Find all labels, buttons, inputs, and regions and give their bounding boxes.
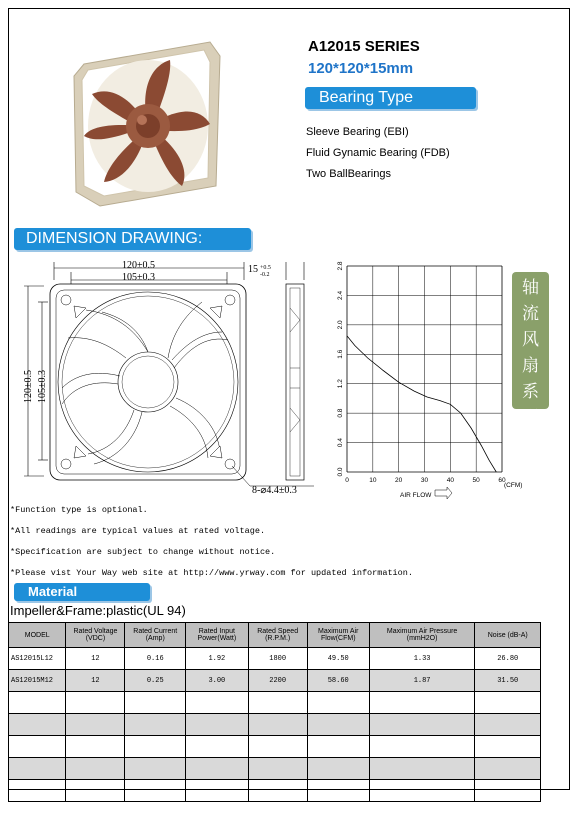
- chart-x-ticks: [345, 477, 506, 484]
- col-airflow: Maximum Air Flow(CFM): [307, 623, 369, 648]
- dimension-drawing-heading: DIMENSION DRAWING:: [14, 228, 251, 250]
- width-outer-label: 120±0.5: [122, 260, 155, 271]
- table-cell: 26.80: [475, 648, 541, 670]
- chart-x-tick-label: 30: [420, 477, 429, 484]
- col-power: Rated Input Power(Watt): [186, 623, 248, 648]
- performance-chart: [330, 258, 523, 500]
- hole-label: 8-⌀4.4±0.3: [252, 485, 297, 496]
- material-text: Impeller&Frame:plastic(UL 94): [10, 603, 186, 618]
- col-voltage: Rated Voltage (VDC): [66, 623, 125, 648]
- fan-photo: [70, 36, 222, 208]
- chart-series-line: [347, 336, 496, 472]
- series-chinese-label: [512, 272, 549, 428]
- table-cell: 49.50: [307, 648, 369, 670]
- table-row-empty: [9, 780, 541, 802]
- chart-y-tick-label: 2.4: [337, 290, 344, 300]
- table-cell: AS12015L12: [9, 648, 66, 670]
- spec-table: [8, 622, 541, 802]
- table-row-empty: [9, 758, 541, 780]
- chart-x-tick-label: 60: [498, 477, 506, 484]
- cn-char: 流: [522, 304, 539, 324]
- chart-x-tick-label: 0: [345, 477, 349, 484]
- series-title: A12015 SERIES: [308, 38, 420, 55]
- col-pressure: Maximum Air Pressure (mmH2O): [369, 623, 475, 648]
- table-cell: 0.25: [125, 670, 186, 692]
- chart-x-tick-label: 20: [395, 477, 403, 484]
- col-noise: Noise (dB-A): [475, 623, 541, 648]
- table-row: [9, 648, 541, 670]
- cn-char: 列: [522, 408, 539, 428]
- table-row: [9, 670, 541, 692]
- chart-x-unit: (CFM): [504, 482, 523, 489]
- col-speed: Rated Speed (R.P.M.): [248, 623, 307, 648]
- table-cell: 1800: [248, 648, 307, 670]
- chart-y-tick-label: 1.2: [337, 379, 344, 389]
- cn-char: 轴: [522, 278, 539, 298]
- table-cell: 2200: [248, 670, 307, 692]
- table-row-empty: [9, 736, 541, 758]
- height-outer-label: 120±0.5: [23, 370, 34, 403]
- note-function: *Function type is optional.: [10, 505, 148, 515]
- table-row-empty: [9, 714, 541, 736]
- chart-y-tick-label: 0.8: [337, 408, 344, 418]
- material-heading: Material: [14, 583, 150, 601]
- bearing-item: Two BallBearings: [306, 168, 391, 180]
- note-specification: *Specification are subject to change without notice.: [10, 547, 276, 557]
- cn-char: 系: [522, 382, 539, 402]
- table-cell: 12: [66, 648, 125, 670]
- width-inner-label: 105±0.3: [122, 272, 155, 283]
- table-header-row: [9, 623, 541, 648]
- chart-y-tick-label: 2.8: [337, 261, 344, 271]
- chart-x-tick-label: 10: [369, 477, 377, 484]
- chart-y-tick-label: 1.6: [337, 349, 344, 359]
- chart-y-tick-label: 0.4: [337, 438, 344, 448]
- col-current: Rated Current (Amp): [125, 623, 186, 648]
- bearing-item: Sleeve Bearing (EBI): [306, 126, 409, 138]
- table-row-empty: [9, 692, 541, 714]
- table-cell: 12: [66, 670, 125, 692]
- note-website: *Please vist Your Way web site at http://www.yrway.com for updated information.: [10, 568, 413, 578]
- airflow-arrow-icon: [435, 487, 452, 499]
- thickness-label: 15: [248, 264, 258, 275]
- table-cell: 3.00: [186, 670, 248, 692]
- chart-x-tick-label: 50: [472, 477, 480, 484]
- table-cell: 1.92: [186, 648, 248, 670]
- height-inner-label: 105±0.3: [37, 370, 48, 403]
- cn-char: 风: [522, 330, 539, 350]
- bearing-type-heading: Bearing Type: [305, 87, 476, 109]
- cn-char: 扇: [522, 356, 539, 376]
- thickness-tol-lower: -0.2: [260, 272, 270, 278]
- col-model: MODEL: [9, 623, 66, 648]
- thickness-tol-upper: +0.5: [260, 265, 271, 271]
- chart-y-tick-label: 0.0: [337, 467, 344, 477]
- table-cell: 31.50: [475, 670, 541, 692]
- chart-y-tick-label: 2.0: [337, 320, 344, 330]
- dimension-drawing: [14, 258, 329, 498]
- chart-y-ticks: [337, 261, 344, 476]
- table-cell: 58.60: [307, 670, 369, 692]
- note-readings: *All readings are typical values at rated voltage.: [10, 526, 266, 536]
- fan-dimensions: 120*120*15mm: [308, 60, 414, 77]
- table-cell: 1.33: [369, 648, 475, 670]
- table-cell: 0.16: [125, 648, 186, 670]
- table-cell: 1.87: [369, 670, 475, 692]
- chart-x-tick-label: 40: [446, 477, 454, 484]
- bearing-item: Fluid Gynamic Bearing (FDB): [306, 147, 450, 159]
- chart-x-label: AIR FLOW: [400, 492, 432, 499]
- table-cell: AS12015M12: [9, 670, 66, 692]
